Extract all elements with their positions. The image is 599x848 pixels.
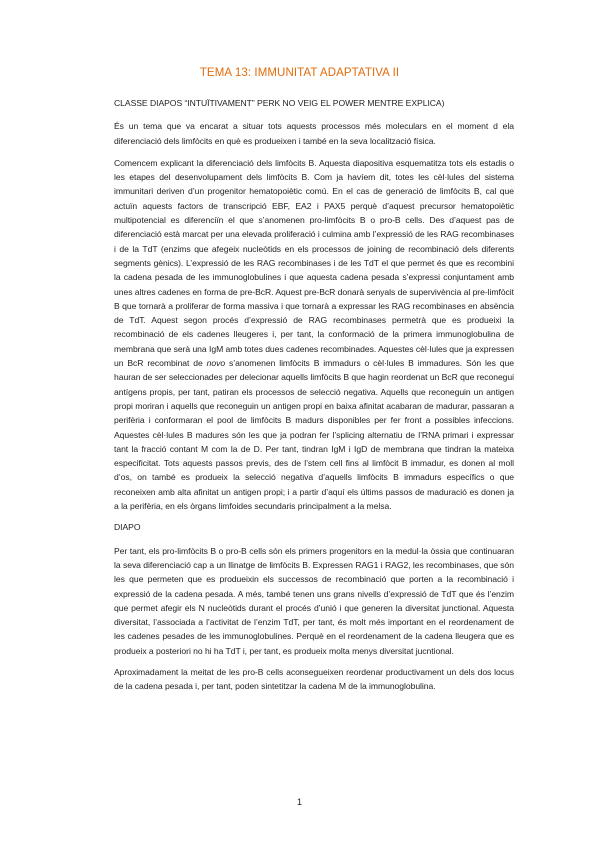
paragraph-text-part2: s’anomenen limfòcits B immadurs o cèl·lules B immadures. Són les que hauran de ser seleccionades per delecionar aquells limfòcits B que hagin reordenat un BcR que reconegui antígens propis, per tant, patiran els processos de selecció negativa. Aquells que reconeguin un antigen propi moriran i aquells que reconeguin un antigen propi en baixa afinitat acabaran de madurar, passaran a perifèria i conformaran el pool de limfòcits B madurs disponibles per fer front a possibles infeccions. Aquestes cèl·lules B madures són les que ja podran fer l’splicing alternatiu de l’RNA primari i expressar tant la fracció contant M com la de D. Per tant, tindran IgM i IgD de membrana que tindran la mateixa especificitat. Tots aquests passos previs, des de l’stem cell fins al limfòcit B immadur, es donen al moll d’os, on també es produeix la selecció negativa d’aquells limfòcits B immadurs específics o que reconeixen amb alta afinitat un antigen propi; i a partir d’aquí els últims passos de maduració es donen ja a la perifèria, en els òrgans limfoides secundaris principalment a la melsa. [114,358,514,512]
section-heading: CLASSE DIAPOS “INTUÏTIVAMENT” PERK NO VEIG EL POWER MENTRE EXPLICA) [114,98,445,108]
paragraph-pro-b-cells: Per tant, els pro-limfòcits B o pro-B cells són els primers progenitors en la medul·la òssia que continuaran la seva diferenciació cap a un llinatge de limfòcits B. Expressen RAG1 i RAG2, les recombinases, que són les que permeten que es produeixin els successos de recombinació que porten a la recombinació i expressió de la cadena pesada. A més, també tenen uns grans nivells d’expressió de TdT que és l’enzim que permet afegir els N nucleòtids durant el procés d’unió i que generen la diversitat junctional. Aquesta diversitat, l’associada a l’activitat de l’enzim TdT, per tant, és molt més important en el reordenament de les cadenes pesades de les immunoglobulines. Perquè en el reordenament de la cadena lleugera que es produeix a posteriori no hi ha TdT i, per tant, es produeix molta menys diversitat jucntional. [114,545,514,656]
document-title: TEMA 13: IMMUNITAT ADAPTATIVA II [199,67,400,79]
paragraph-heavy-chain: Aproximadament la meitat de les pro-B cells aconsegueixen reordenar productivament un dels dos locus de la cadena pesada i, per tant, poden sintetitzar la cadena M de la immunoglobulina. [114,666,514,692]
paragraph-text-part1: Comencem explicant la diferenciació dels limfòcits B. Aquesta diapositiva esquematitza tots els estadis o les etapes del desenvolupament dels limfòcits B. Com ja havíem dit, totes les cèl·lules del sistema immunitari deriven d’un progenitor hematopoiètic comú. En el cas de generació de limfòcits B, cal que actuïn aquests factors de transcripció EBF, EA2 i PAX5 perquè d’aquest precursor hematopoiètic multipotencial es diferenciïn el que s’anomenen pro-limfòcits B o pro-B cells. Des d’aquest pas de diferenciació està marcat per una elevada proliferació i culmina amb l’expressió de les RAG recombinases i de la TdT (enzims que afegeix nucleòtids en els processos de joining de recombinació dels diferents segments gènics). L’expressió de les RAG recombinases i de les TdT el que permet és que es recombini la cadena pesada de les immunoglobulines i que aquesta cadena pesada s’expressi conjuntament amb unes altres cadenes en forma de pre-BcR. Aquest pre-BcR donarà senyals de supervivència al pre-limfòcit B que tornarà a proliferar de forma massiva i que tornarà a expressar les RAG recombinases en absència de TdT. Aquest segon procés d’expressió de RAG recombinases permetrà que es produeixi la recombinació de els cadenes lleugeres i, per tant, la conformació de la primera immunoglobulina de membrana que serà una IgM amb totes dues cadenes recombinades. Aquestes cèl·lules que ja expressen un BcR recombinat de [114,157,514,369]
page-number: 1 [296,797,302,807]
document-body [114,96,514,704]
paragraph-intro: És un tema que va encarat a situar tots aquests processos més moleculars en el moment d ela diferenciació dels limfòcits en què es produeixen i també en la seva localització física. [114,121,514,146]
diapo-label: DIAPO [114,522,141,533]
paragraph-b-cell-differentiation [114,156,514,513]
italic-term: novo [206,358,226,369]
